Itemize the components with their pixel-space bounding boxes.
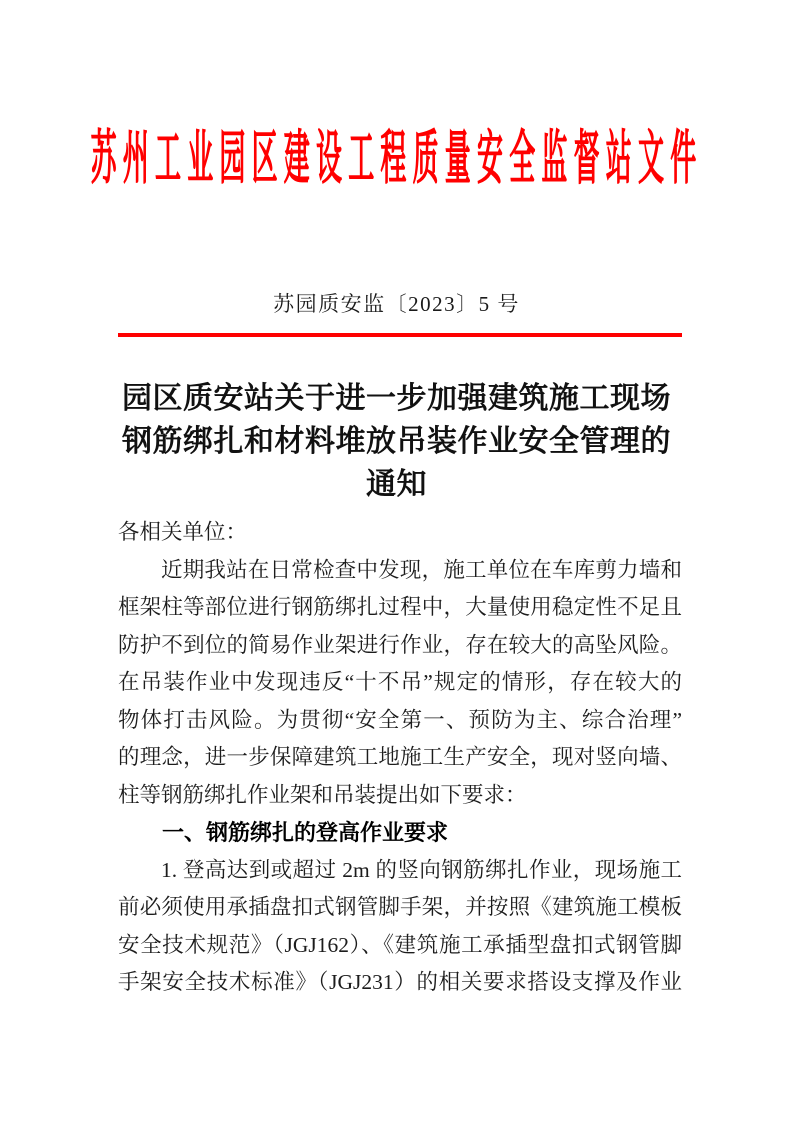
body-line: 安全技术规范》（JGJ162）、《建筑施工承插型盘扣式钢管脚 <box>118 932 682 957</box>
body-line: 框架柱等部位进行钢筋绑扎过程中，大量使用稳定性不足且 <box>118 595 682 619</box>
red-divider-line <box>118 333 682 337</box>
body-line: 1. 登高达到或超过 2m 的竖向钢筋绑扎作业，现场施工 <box>161 857 682 882</box>
body-line: 柱等钢筋绑扎作业架和吊装提出如下要求： <box>118 782 527 807</box>
body-line: 近期我站在日常检查中发现，施工单位在车库剪力墙和 <box>161 557 682 582</box>
letterhead-org-title: 苏州工业园区建设工程质量安全监督站文件 <box>90 125 703 192</box>
body-line: 的理念，进一步保障建筑工地施工生产安全，现对竖向墙、 <box>118 745 682 769</box>
letterhead <box>0 112 793 196</box>
salutation-line: 各相关单位： <box>118 520 248 544</box>
body-line: 前必须使用承插盘扣式钢管脚手架，并按照《建筑施工模板 <box>118 895 682 919</box>
body-line: 在吊装作业中发现违反“十不吊”规定的情形，存在较大的 <box>118 670 682 694</box>
document-number: 苏园质安监〔2023〕5 号 <box>273 292 520 316</box>
body-line: 手架安全技术标准》（JGJ231）的相关要求搭设支撑及作业 <box>118 970 682 994</box>
body-line: 物体打击风险。为贯彻“安全第一、预防为主、综合治理” <box>118 707 682 732</box>
document-title-line: 园区质安站关于进一步加强建筑施工现场 <box>122 382 671 415</box>
body-line: 防护不到位的简易作业架进行作业，存在较大的高坠风险。 <box>118 632 682 657</box>
document-title-line: 钢筋绑扎和材料堆放吊装作业安全管理的 <box>122 425 671 458</box>
document-title <box>60 377 733 506</box>
document-body <box>118 514 682 1002</box>
document-title-line: 通知 <box>366 468 427 501</box>
section-heading: 一、钢筋绑扎的登高作业要求 <box>162 820 449 845</box>
